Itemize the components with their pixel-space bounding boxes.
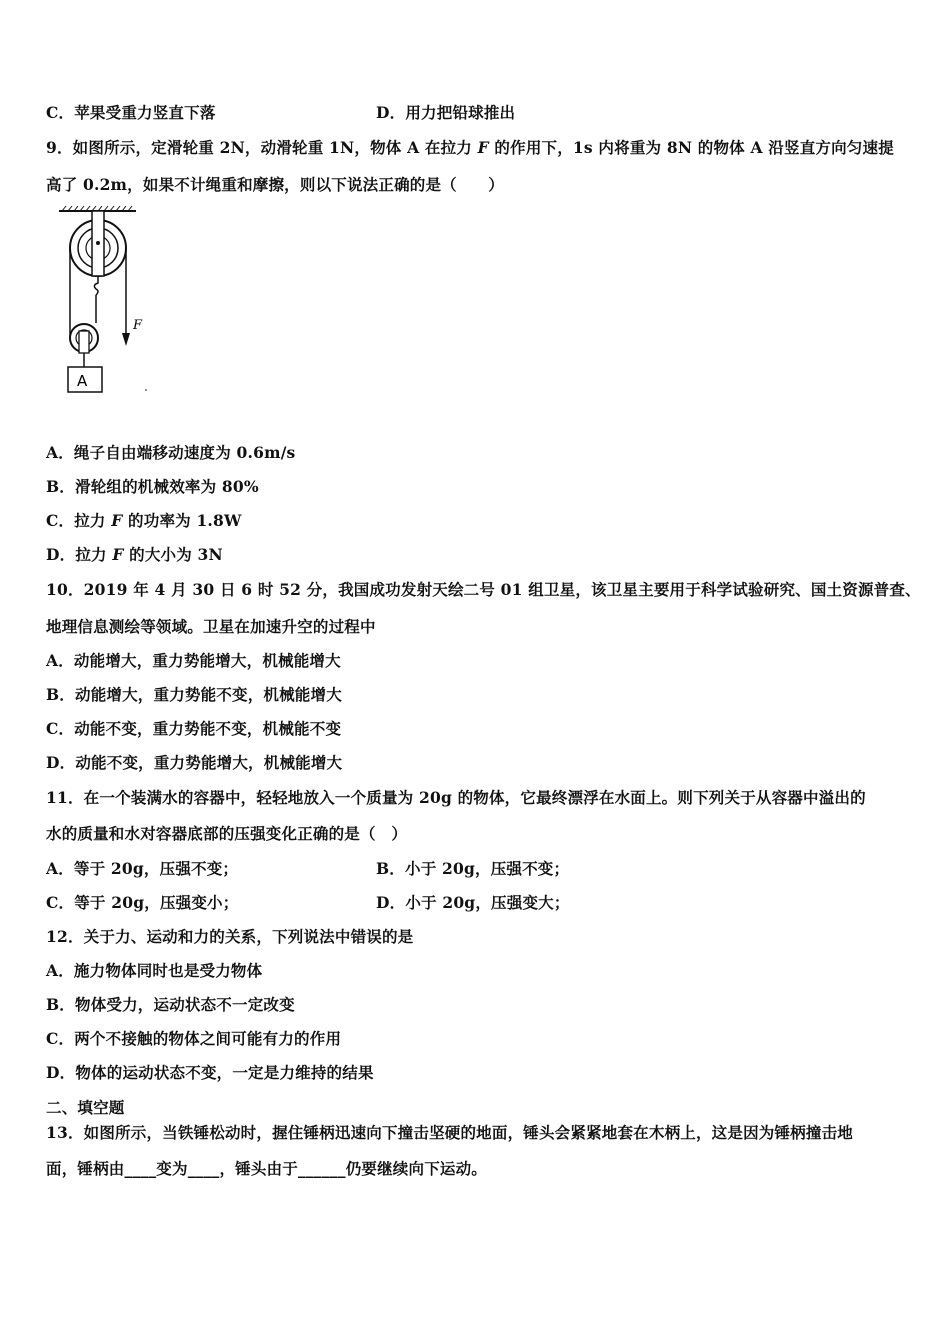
q8-option-c: C．苹果受重力竖直下落 — [46, 103, 216, 122]
q13-stem-line1: 13．如图所示，当铁锤松动时，握住锤柄迅速向下撞击坚硬的地面，锤头会紧紧地套在木柄上，这是因为锤柄撞击地 — [46, 1123, 853, 1142]
pulley-figure — [56, 203, 156, 398]
q11-option-a: A．等于 20g，压强不变； — [46, 859, 239, 878]
q10-stem-line1: 10．2019 年 4 月 30 日 6 时 52 分，我国成功发射天绘二号 01 组卫星，该卫星主要用于科学试验研究、国土资源普查、 — [46, 580, 921, 599]
q9-option-d: D．拉力 F 的大小为 3N — [46, 545, 223, 564]
q10-stem-line2: 地理信息测绘等领域。卫星在加速升空的过程中 — [46, 617, 376, 636]
q12-option-b: B．物体受力，运动状态不一定改变 — [46, 995, 295, 1014]
q9-option-b: B．滑轮组的机械效率为 80% — [46, 477, 259, 496]
q11-option-d: D．小于 20g，压强变大； — [376, 893, 570, 912]
q11-stem-line1: 11．在一个装满水的容器中，轻轻地放入一个质量为 20g 的物体，它最终漂浮在水面上。则下列关于从容器中溢出的 — [46, 788, 866, 807]
section-title: 二、填空题 — [46, 1098, 125, 1117]
q11-option-b: B．小于 20g，压强不变； — [376, 859, 570, 878]
q8-option-d: D．用力把铅球推出 — [376, 103, 516, 122]
q12-option-d: D．物体的运动状态不变，一定是力维持的结果 — [46, 1063, 374, 1082]
q9-stem-line1: 9．如图所示，定滑轮重 2N，动滑轮重 1N，物体 A 在拉力 F 的作用下，1s 内将重为 8N 的物体 A 沿竖直方向匀速提 — [46, 138, 894, 157]
q9-option-c: C．拉力 F 的功率为 1.8W — [46, 511, 242, 530]
q10-option-a: A．动能增大，重力势能增大，机械能增大 — [46, 651, 341, 670]
q12-stem: 12．关于力、运动和力的关系，下列说法中错误的是 — [46, 927, 414, 946]
block-label: A — [77, 372, 88, 390]
q11-stem-line2: 水的质量和水对容器底部的压强变化正确的是（ ） — [46, 824, 408, 843]
q9-stem-line2: 高了 0.2m，如果不计绳重和摩擦，则以下说法正确的是（ ） — [46, 175, 504, 194]
force-label: F — [133, 318, 143, 333]
q9-option-a: A．绳子自由端移动速度为 0.6m/s — [46, 443, 296, 462]
q12-option-a: A．施力物体同时也是受力物体 — [46, 961, 263, 980]
q11-option-c: C．等于 20g，压强变小； — [46, 893, 239, 912]
q10-option-c: C．动能不变，重力势能不变，机械能不变 — [46, 719, 342, 738]
q12-option-c: C．两个不接触的物体之间可能有力的作用 — [46, 1029, 342, 1048]
q13-stem-line2: 面，锤柄由____变为____，锤头由于______仍要继续向下运动。 — [46, 1159, 488, 1178]
q10-option-b: B．动能增大，重力势能不变，机械能增大 — [46, 685, 342, 704]
q10-option-d: D．动能不变，重力势能增大，机械能增大 — [46, 753, 343, 772]
